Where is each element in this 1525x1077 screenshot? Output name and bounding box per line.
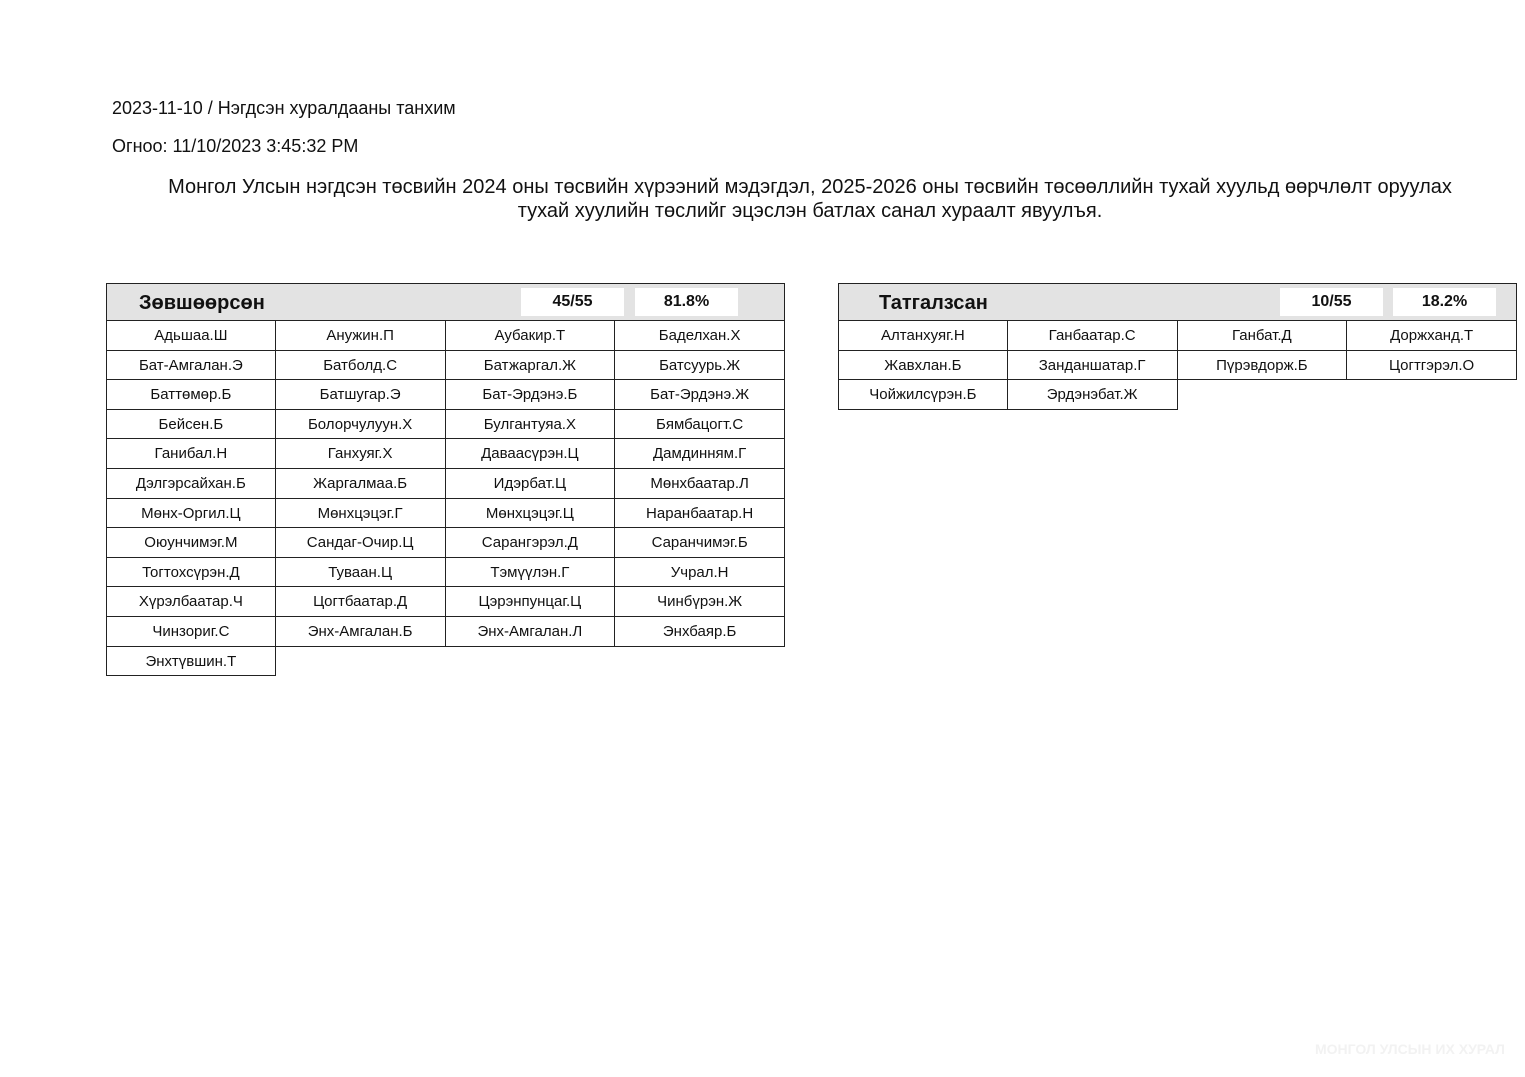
approved-member-name: Батшугар.Э — [276, 380, 446, 410]
approved-member-name: Бейсен.Б — [106, 410, 276, 440]
approved-title: Зөвшөөрсөн — [139, 292, 265, 314]
rejected-member-name: Чойжилсүрэн.Б — [838, 380, 1008, 410]
approved-count: 45/55 — [521, 288, 624, 316]
approved-member-name: Жаргалмаа.Б — [276, 469, 446, 499]
approved-member-name: Ганхуяг.Х — [276, 439, 446, 469]
approved-member-name: Энхтүвшин.Т — [106, 647, 276, 677]
approved-member-name: Саранчимэг.Б — [615, 528, 785, 558]
approved-member-name: Батсуурь.Ж — [615, 351, 785, 381]
approved-member-name: Цэрэнпунцаг.Ц — [446, 587, 616, 617]
rejected-member-name: Алтанхуяг.Н — [838, 321, 1008, 351]
rejected-section — [838, 283, 1517, 410]
approved-member-name: Чинзориг.С — [106, 617, 276, 647]
watermark: МОНГОЛ УЛСЫН ИХ ХУРАЛ — [1314, 1041, 1505, 1057]
approved-names-grid — [106, 321, 785, 676]
approved-member-name: Идэрбат.Ц — [446, 469, 616, 499]
approved-member-name: Туваан.Ц — [276, 558, 446, 588]
approved-member-name: Адьшаа.Ш — [106, 321, 276, 351]
rejected-member-name: Жавхлан.Б — [838, 351, 1008, 381]
approved-member-name: Бямбацогт.С — [615, 410, 785, 440]
session-location-date: 2023-11-10 / Нэгдсэн хуралдааны танхим — [112, 98, 456, 118]
approved-member-name: Даваасүрэн.Ц — [446, 439, 616, 469]
approved-member-name: Болорчулуун.Х — [276, 410, 446, 440]
rejected-count: 10/55 — [1280, 288, 1383, 316]
approved-member-name: Ганибал.Н — [106, 439, 276, 469]
approved-member-name: Мөнх-Оргил.Ц — [106, 499, 276, 529]
approved-member-name: Батболд.С — [276, 351, 446, 381]
approved-header — [106, 283, 785, 321]
approved-member-name: Чинбүрэн.Ж — [615, 587, 785, 617]
approved-section — [106, 283, 785, 676]
approved-member-name: Мөнхцэцэг.Ц — [446, 499, 616, 529]
approved-member-name: Аубакир.Т — [446, 321, 616, 351]
rejected-member-name: Цогтгэрэл.О — [1347, 351, 1517, 381]
approved-member-name: Энх-Амгалан.Б — [276, 617, 446, 647]
approved-member-name: Учрал.Н — [615, 558, 785, 588]
approved-member-name: Энхбаяр.Б — [615, 617, 785, 647]
vote-timestamp: Огноо: 11/10/2023 3:45:32 PM — [112, 136, 359, 156]
rejected-names-grid — [838, 321, 1517, 410]
approved-member-name: Бат-Эрдэнэ.Ж — [615, 380, 785, 410]
approved-member-name: Сарангэрэл.Д — [446, 528, 616, 558]
approved-member-name: Анужин.П — [276, 321, 446, 351]
approved-member-name: Баделхан.Х — [615, 321, 785, 351]
rejected-member-name: Пүрэвдорж.Б — [1178, 351, 1348, 381]
approved-member-name: Мөнхбаатар.Л — [615, 469, 785, 499]
approved-member-name: Оюунчимэг.М — [106, 528, 276, 558]
approved-member-name: Цогтбаатар.Д — [276, 587, 446, 617]
rejected-member-name: Ганбат.Д — [1178, 321, 1348, 351]
motion-text: Монгол Улсын нэгдсэн төсвийн 2024 оны төсвийн хүрээний мэдэгдэл, 2025-2026 оны төсвийн төсөөллийн тухай хуульд өөрчлөлт оруулах тухай хуулийн төслийг эцэслэн батлах санал хураалт явуулъя. — [168, 176, 1452, 222]
rejected-percent: 18.2% — [1393, 288, 1496, 316]
approved-member-name: Наранбаатар.Н — [615, 499, 785, 529]
rejected-member-name: Занданшатар.Г — [1008, 351, 1178, 381]
approved-member-name: Батжаргал.Ж — [446, 351, 616, 381]
rejected-title: Татгалзсан — [879, 292, 988, 314]
approved-member-name: Тэмүүлэн.Г — [446, 558, 616, 588]
approved-member-name: Энх-Амгалан.Л — [446, 617, 616, 647]
rejected-member-name: Эрдэнэбат.Ж — [1008, 380, 1178, 410]
approved-percent: 81.8% — [635, 288, 738, 316]
approved-member-name: Хүрэлбаатар.Ч — [106, 587, 276, 617]
approved-member-name: Сандаг-Очир.Ц — [276, 528, 446, 558]
approved-member-name: Тогтохсүрэн.Д — [106, 558, 276, 588]
approved-member-name: Дэлгэрсайхан.Б — [106, 469, 276, 499]
rejected-header — [838, 283, 1517, 321]
approved-member-name: Баттөмөр.Б — [106, 380, 276, 410]
approved-member-name: Мөнхцэцэг.Г — [276, 499, 446, 529]
approved-member-name: Бат-Амгалан.Э — [106, 351, 276, 381]
approved-member-name: Булгантуяа.Х — [446, 410, 616, 440]
rejected-member-name: Доржханд.Т — [1347, 321, 1517, 351]
rejected-member-name: Ганбаатар.С — [1008, 321, 1178, 351]
approved-member-name: Дамдинням.Г — [615, 439, 785, 469]
approved-member-name: Бат-Эрдэнэ.Б — [446, 380, 616, 410]
